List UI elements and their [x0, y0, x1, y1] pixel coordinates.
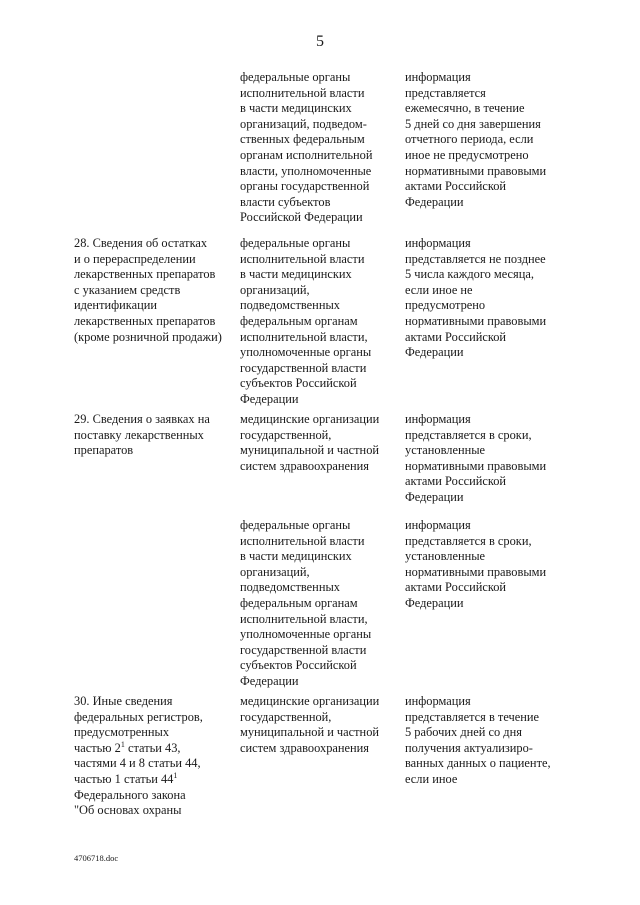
row-30-deadline: информация представляется в течение 5 рабочих дней со дня получения актуализиро- ванных данных о пациенте, если иное [405, 694, 551, 786]
row-29-deadline-medical: информация представляется в сроки, установленные нормативными правовыми актами Российской Федерации [405, 412, 547, 504]
row-30-info-type: 30. Иные сведения федеральных регистров, предусмотренных частью $2^1$ статьи 43, частями 4 и 8 статьи 44, частью 1 статьи $44^1$ Федерального закона "Об основах охраны [74, 694, 203, 818]
row-29-responsible-bodies-federal: федеральные органы исполнительной власти в части медицинских организаций, подведомственных федеральным органам исполнительной власти, уполномоченные органы государственной власти субъектов Российской Федерации [240, 518, 372, 688]
row-28-responsible-bodies: федеральные органы исполнительной власти в части медицинских организаций, подведомственных федеральным органам исполнительной власти, уполномоченные органы государственной власти субъектов Российской Федерации [240, 236, 372, 406]
row-continuation-deadline: информация представляется ежемесячно, в течение 5 дней со дня завершения отчетного периода, если иное не предусмотрено нормативными правовыми актами Российской Федерации [405, 70, 547, 209]
row-28-info-type: 28. Сведения об остатках и о перераспределении лекарственных препаратов с указанием средств идентификации лекарственных препаратов (кроме розничной продажи) [74, 236, 222, 344]
page-number: 5 [316, 33, 324, 50]
row-29-info-type: 29. Сведения о заявках на поставку лекарственных препаратов [74, 412, 210, 458]
row-28-deadline: информация представляется не позднее 5 числа каждого месяца, если иное не предусмотрено нормативными правовыми актами Российской Федерации [405, 236, 547, 360]
row-29-responsible-bodies-medical: медицинские организации государственной, муниципальной и частной систем здравоохранения [240, 412, 380, 473]
row-29-deadline-federal: информация представляется в сроки, установленные нормативными правовыми актами Российской Федерации [405, 518, 547, 610]
document-filename-footer: 4706718.doc [74, 853, 119, 863]
row-continuation-responsible-bodies: федеральные органы исполнительной власти в части медицинских организаций, подведом- ственных федеральным органам исполнительной власти, уполномоченные органы государственной власти субъектов Российской Федерации [240, 70, 373, 225]
row-30-responsible-bodies: медицинские организации государственной, муниципальной и частной систем здравоохранения [240, 694, 380, 755]
